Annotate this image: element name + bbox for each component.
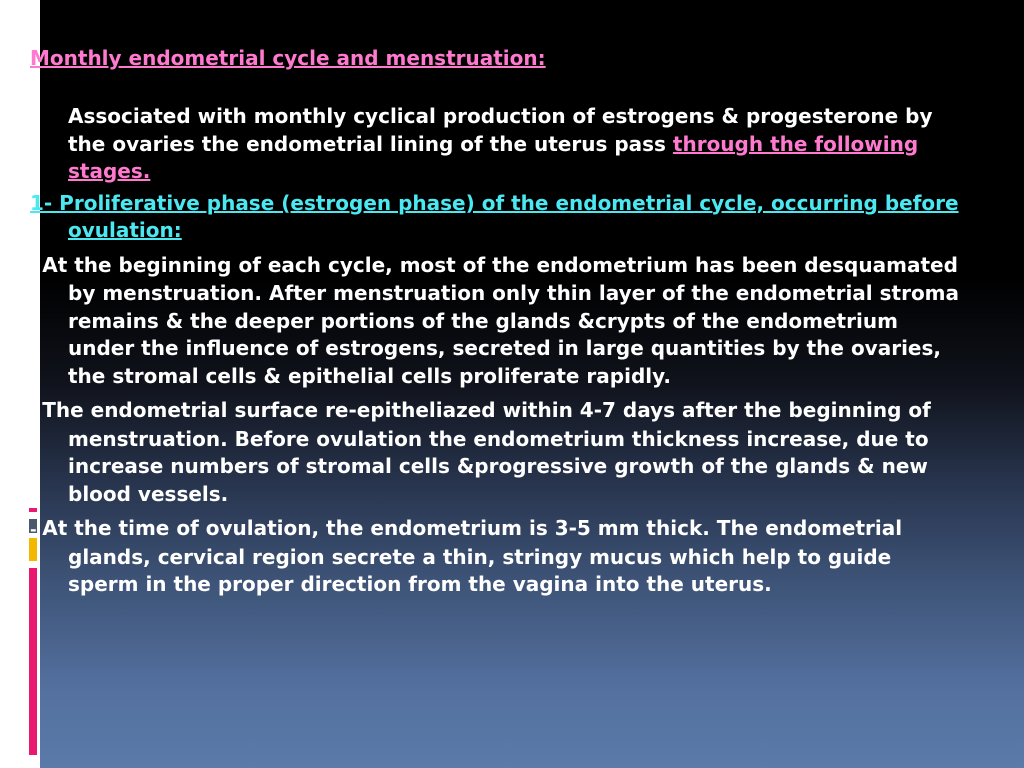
bullet-dash: - — [30, 520, 43, 539]
bullet-paragraph — [30, 515, 960, 599]
bullet-dash: - — [30, 402, 43, 421]
bullet-text: The endometrial surface re-epitheliazed within 4-7 days after the beginning of menstruation. Before ovulation the endometrium thickness increase, due to increase numbers of stromal cells &progressive growth of the glands & new blood vessels. — [42, 398, 931, 506]
intro-paragraph — [30, 103, 960, 186]
phase-heading: 1- Proliferative phase (estrogen phase) of the endometrial cycle, occurring before ovulation: — [30, 190, 959, 242]
slide-title: Monthly endometrial cycle and menstruation: — [30, 46, 546, 70]
intro-link-text: through the following stages. — [68, 131, 919, 183]
intro-text: Associated with monthly cyclical production of estrogens & progesterone by the ovaries the endometrial lining of the uterus pass — [68, 104, 933, 156]
bullet-paragraph — [30, 252, 960, 391]
bullet-paragraph — [30, 397, 960, 508]
bullet-text: At the time of ovulation, the endometrium is 3-5 mm thick. The endometrial glands, cervical region secrete a thin, stringy mucus which help to guide sperm in the proper direction from the vagina into the uterus. — [42, 516, 903, 596]
bullet-dash: - — [30, 256, 43, 276]
bullet-text: At the beginning of each cycle, most of the endometrium has been desquamated by menstruation. After menstruation only thin layer of the endometrial stroma remains & the deeper portions of the glands &crypts of the endometrium under the influence of estrogens, secreted in large quantities by the ovaries, the stromal cells & epithelial cells proliferate rapidly. — [42, 252, 960, 388]
slide-content — [30, 44, 960, 606]
